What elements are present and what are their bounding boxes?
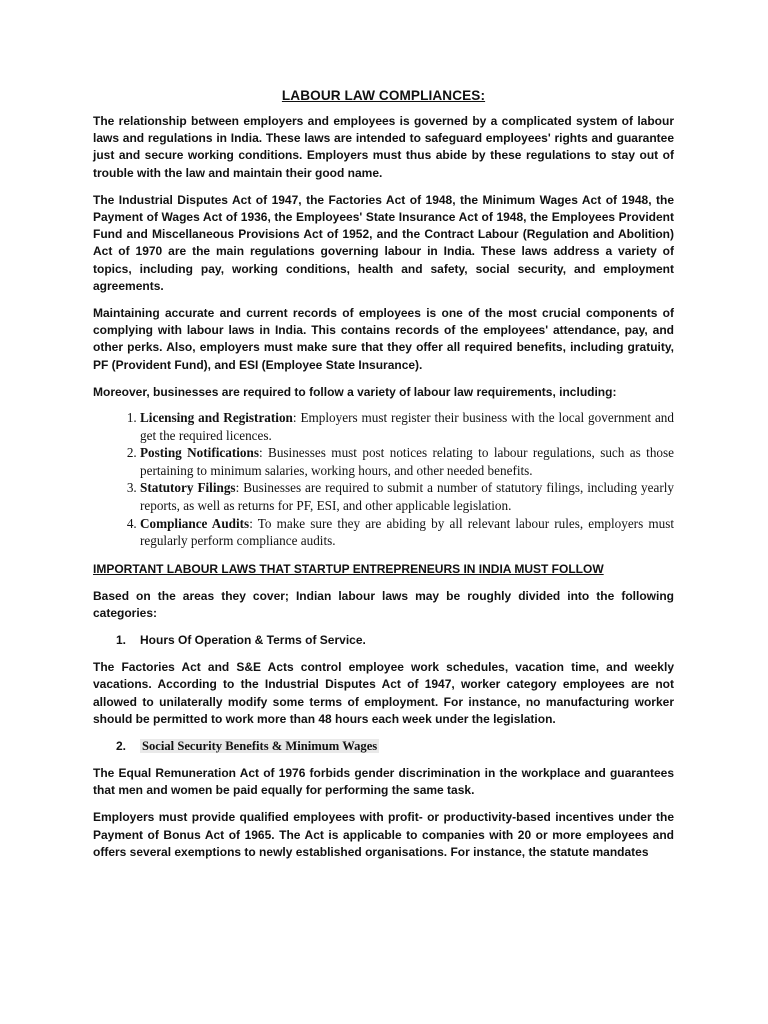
list-item-text: : Businesses must post notices relating to labour regulations, such as those pertaining to minimum salaries, working hours, and other needed benefits.	[140, 445, 674, 478]
section-heading: IMPORTANT LABOUR LAWS THAT STARTUP ENTREPRENEURS IN INDIA MUST FOLLOW	[93, 561, 604, 576]
list-item-term: Statutory Filings	[140, 480, 236, 496]
paragraph-records: Maintaining accurate and current records of employees is one of the most crucial components of complying with labour laws in India. This contains records of the employees' attendance, pay, and other perks. Also, employers must make sure that they offer all required benefits, including gratuity, PF (Provident Fund), and ESI (Employee State Insurance).	[93, 306, 674, 372]
paragraph-intro: The relationship between employers and employees is governed by a complicated system of labour laws and regulations in India. These laws are intended to safeguard employees' rights and guarantee just and secure working conditions. Employers must thus abide by these regulations to stay out of trouble with the law and maintain their good name.	[93, 114, 674, 180]
page-title: LABOUR LAW COMPLIANCES:	[281, 88, 486, 103]
subheading-label: Hours Of Operation & Terms of Service.	[140, 633, 366, 648]
paragraph-hours: The Factories Act and S&E Acts control employee work schedules, vacation time, and weekly vacations. According to the Industrial Disputes Act of 1947, worker category employees are not allowed to unilaterally modify some terms of employment. For instance, no manufacturing worker should be permitted to work more than 48 hours each week under the legislation.	[93, 660, 674, 726]
list-item-text: : To make sure they are abiding by all relevant labour rules, employers must regularly perform compliance audits.	[140, 515, 674, 549]
list-item-text: : Businesses are required to submit a number of statutory filings, including yearly reports, as well as returns for PF, ESI, and other applicable legislation.	[140, 480, 674, 514]
list-item-term: Compliance Audits	[140, 515, 250, 531]
list-item	[140, 409, 674, 444]
list-item	[140, 515, 674, 550]
paragraph-bonus: Employers must provide qualified employees with profit- or productivity-based incentives under the Payment of Bonus Act of 1965. The Act is applicable to companies with 20 or more employees and offers several exemptions to newly established organisations. For instance, the statute mandates	[93, 810, 674, 859]
paragraph-equal-remuneration: The Equal Remuneration Act of 1976 forbids gender discrimination in the workplace and guarantees that men and women be paid equally for performing the same task.	[93, 766, 674, 798]
document-page	[93, 88, 674, 871]
list-item	[140, 479, 674, 514]
list-item-term: Posting Notifications	[140, 445, 259, 461]
subheading-label: Social Security Benefits & Minimum Wages	[142, 739, 378, 754]
paragraph-acts: The Industrial Disputes Act of 1947, the Factories Act of 1948, the Minimum Wages Act of 1948, the Payment of Wages Act of 1936, the Employees' State Insurance Act of 1948, the Employees Provident Fund and Miscellaneous Provisions Act of 1952, and the Contract Labour (Regulation and Abolition) Act of 1970 are the main regulations governing labour in India. These laws address a variety of topics, including pay, working conditions, health and safety, social security, and employment agreements.	[93, 192, 674, 293]
subheading-number: 1.	[116, 633, 127, 648]
list-item-term: Licensing and Registration	[140, 410, 293, 426]
list-item-text: : Employers must register their business with the local government and get the required licences.	[140, 410, 674, 443]
requirements-list	[93, 409, 674, 550]
subheading-hours	[93, 632, 674, 649]
subheading-number: 2.	[116, 739, 127, 754]
paragraph-requirements-intro: Moreover, businesses are required to follow a variety of labour law requirements, including:	[93, 384, 617, 399]
list-item	[140, 444, 674, 479]
subheading-social-security	[93, 738, 674, 755]
paragraph-categories-intro: Based on the areas they cover; Indian labour laws may be roughly divided into the following categories:	[93, 588, 674, 620]
